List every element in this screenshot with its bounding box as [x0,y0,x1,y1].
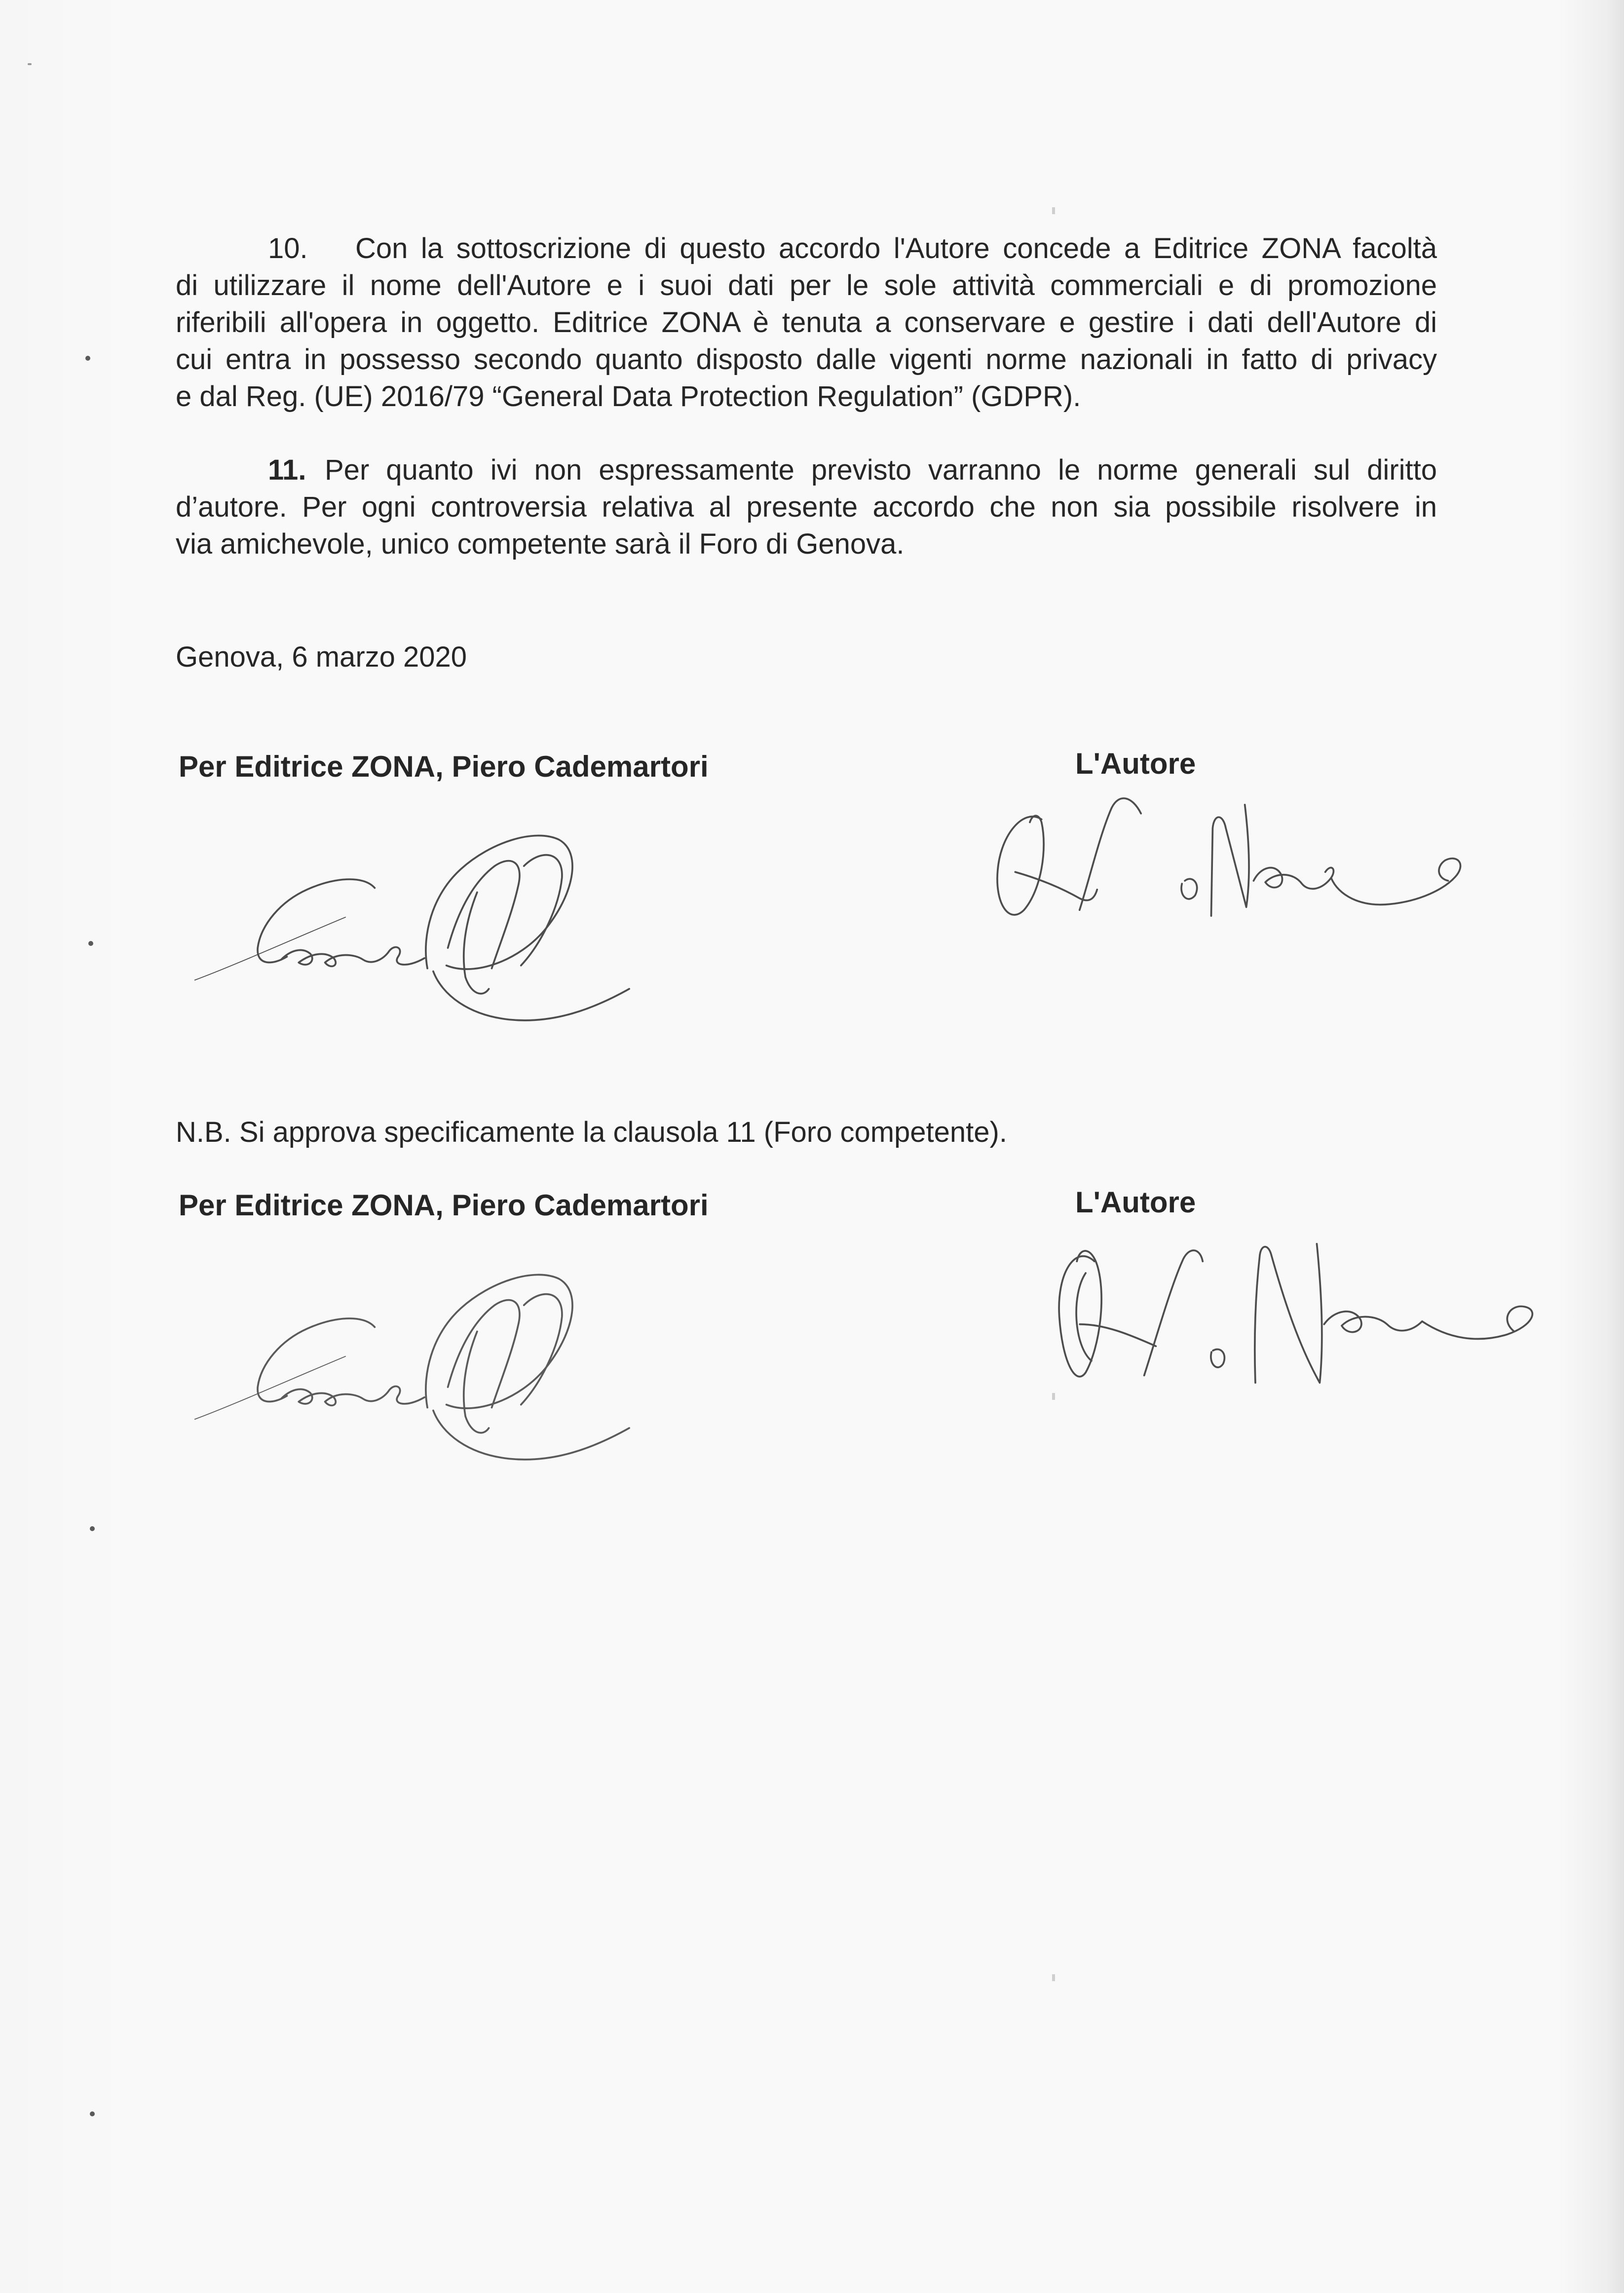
clause-10 [176,230,1437,415]
clause-line: e dal Reg. (UE) 2016/79 “General Data Protection Regulation” (GDPR). [176,380,1081,413]
author-signature-label: L'Autore [1075,747,1196,780]
clause-11 [176,451,1437,563]
clause-line: cui entra in possesso secondo quanto disposto dalle vigenti norme nazionali in fatto di privacy [176,343,1437,376]
signature-strokes [195,1275,629,1459]
clause-number: 10. [268,232,308,264]
publisher-signature [183,1266,637,1470]
scan-dot [88,941,93,946]
clause-number: 11. [268,454,306,486]
scan-mark [28,63,32,65]
publisher-signature-label: Per Editrice ZONA, Piero Cademartori [179,1189,709,1222]
place-date: Genova, 6 marzo 2020 [176,641,467,673]
signature-strokes [195,835,629,1020]
author-signature [1046,1229,1544,1397]
clause-line: via amichevole, unico competente sarà il Foro di Genova. [176,528,905,560]
scan-mark [1052,1974,1055,1981]
author-signature [987,790,1470,929]
publisher-signature [183,827,637,1031]
signature-strokes [1059,1244,1532,1383]
scan-mark [1052,207,1055,214]
clause-line: Per quanto ivi non espressamente previsto varranno le norme generali sul diritto [325,454,1437,486]
scan-dot [90,1526,95,1531]
scan-dot [90,2111,95,2116]
publisher-signature-label: Per Editrice ZONA, Piero Cademartori [179,750,709,783]
clause-line: riferibili all'opera in oggetto. Editrice ZONA è tenuta a conservare e gestire i dati dell'Autore di [176,306,1437,338]
clause-first-line [176,451,1437,489]
clause-first-line [176,230,1437,267]
approval-note: N.B. Si approva specificamente la clausola 11 (Foro competente). [176,1116,1007,1148]
clause-line: Con la sottoscrizione di questo accordo l'Autore concede a Editrice ZONA facoltà [355,232,1437,264]
clause-line: d’autore. Per ogni controversia relativa al presente accordo che non sia possibile risolvere in [176,491,1437,523]
scan-mark [1052,1393,1055,1400]
scan-dot [85,356,90,361]
signature-strokes [997,798,1461,916]
author-signature-label: L'Autore [1075,1186,1196,1219]
clause-line: di utilizzare il nome dell'Autore e i suoi dati per le sole attività commerciali e di promozione [176,269,1437,301]
